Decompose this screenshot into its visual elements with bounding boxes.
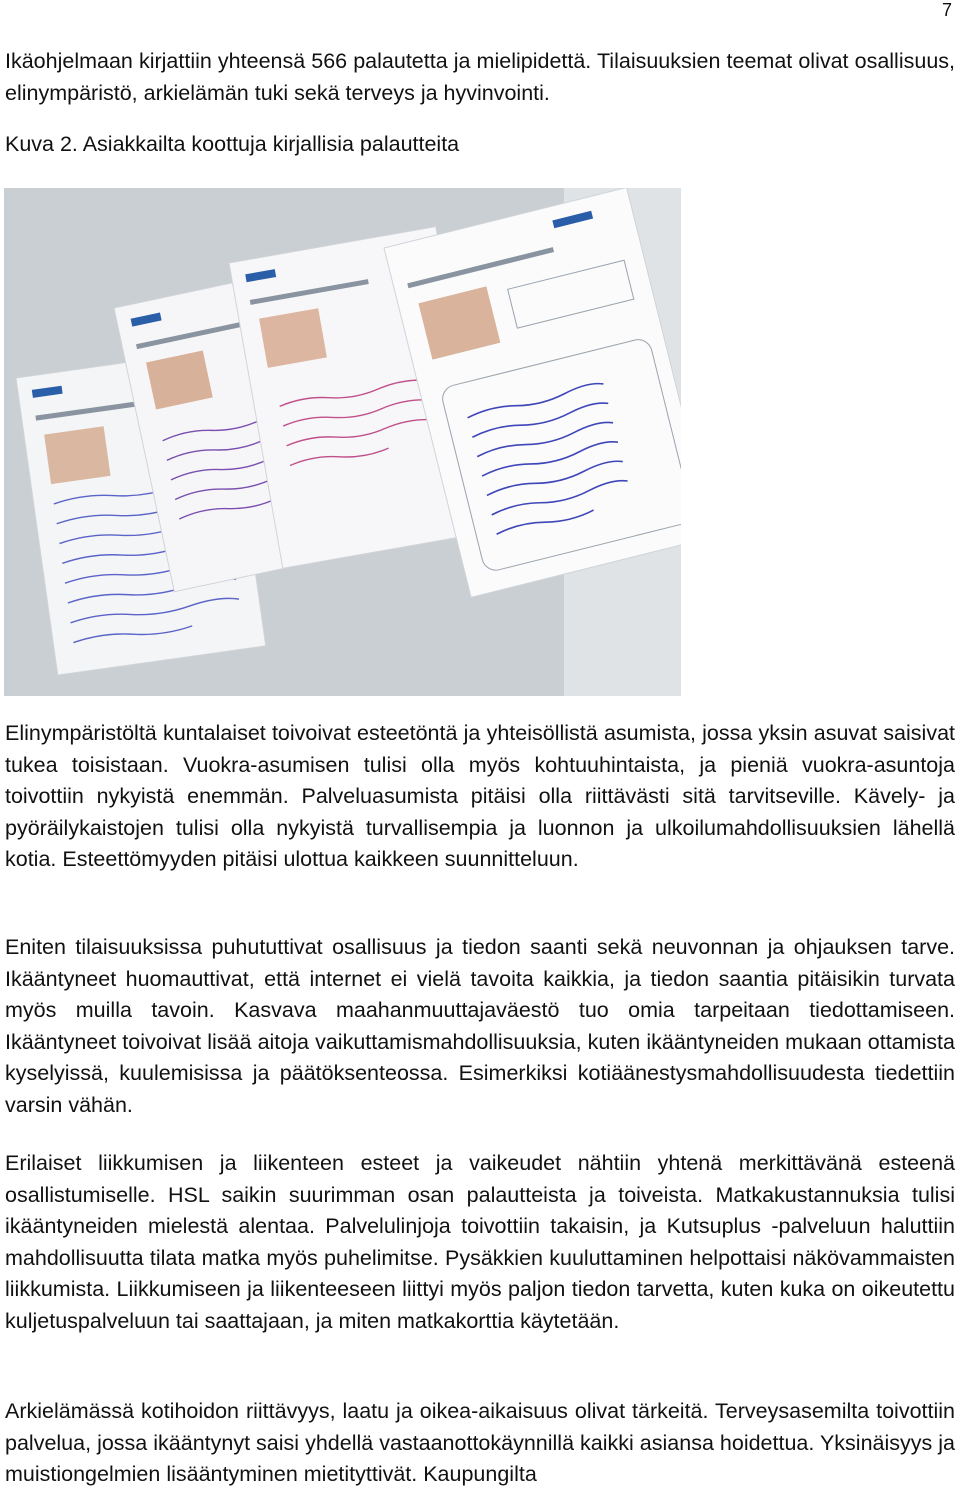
paragraph-daily-life: Arkielämässä kotihoidon riittävyys, laatu ja oikea-aikaisuus olivat tärkeitä. Terveysasemilta toivottiin palvelua, jossa ikääntynyt saisi yhdellä vastaanottokäynnillä kaikki asiansa hoidettua. Yksinäisyys ja muistiongelmien lisääntyminen mietityttivät. Kaupungilta xyxy=(5,1399,955,1486)
page-number: 7 xyxy=(941,0,952,20)
paragraph-participation: Eniten tilaisuuksissa puhututtivat osallisuus ja tiedon saanti sekä neuvonnan ja ohjauksen tarve. Ikääntyneet huomauttivat, että internet ei vielä tavoita kaikkia, ja tiedon saantia pitäisikin turvata myös muilla tavoin. Kasvava maahanmuuttajaväestö tuo omia tarpeitaan tiedottamiseen. Ikääntyneet toivoivat lisää aitoja vaikuttamismahdollisuuksia, kuten ikääntyneiden mukaan ottamista kyselyissä, kuulemisissa ja päätöksenteossa. Esimerkiksi kotiäänestysmahdollisuudesta tiedettiin varsin vähän. xyxy=(5,935,955,1117)
intro-paragraph: Ikäohjelmaan kirjattiin yhteensä 566 palautetta ja mielipidettä. Tilaisuuksien teemat olivat osallisuus, elinympäristö, arkielämän tuki sekä terveys ja hyvinvointi. xyxy=(5,49,955,105)
figure-caption: Kuva 2. Asiakkailta koottuja kirjallisia palautteita xyxy=(5,132,460,156)
paragraph-mobility: Erilaiset liikkumisen ja liikenteen esteet ja vaikeudet nähtiin yhtenä merkittävänä esteenä osallistumiselle. HSL saikin suurimman osan palautteista ja toiveista. Matkakustannuksia tulisi ikääntyneiden mielestä alentaa. Palvelulinjoja toivottiin takaisin, ja Kutsuplus -palveluun haluttiin mahdollisuutta tilata matka myös puhelimitse. Pysäkkien kuuluttaminen helpottaisi näkövammaisten liikkumista. Liikkumiseen ja liikenteeseen liittyi myös paljon tiedon tarvetta, kuten kuka on oikeutettu kuljetuspalveluun tai saattajaan, ja miten matkakorttia käytetään. xyxy=(5,1151,955,1333)
paragraph-environment: Elinympäristöltä kuntalaiset toivoivat esteetöntä ja yhteisöllistä asumista, jossa yksin asuvat saisivat tukea toisistaan. Vuokra-asumisen tulisi olla myös kohtuuhintaista, ja pieniä vuokra-asuntoja toivottiin nykyistä enemmän. Palveluasumista pitäisi olla riittävästi sitä tarvitseville. Kävely- ja pyöräilykaistojen tulisi olla nykyistä turvallisempia ja luonnon ja ulkoilumahdollisuuksien lähellä kotia. Esteettömyyden pitäisi ulottua kaikkeen suunnitteluun. xyxy=(5,721,955,871)
feedback-photo xyxy=(4,188,681,696)
